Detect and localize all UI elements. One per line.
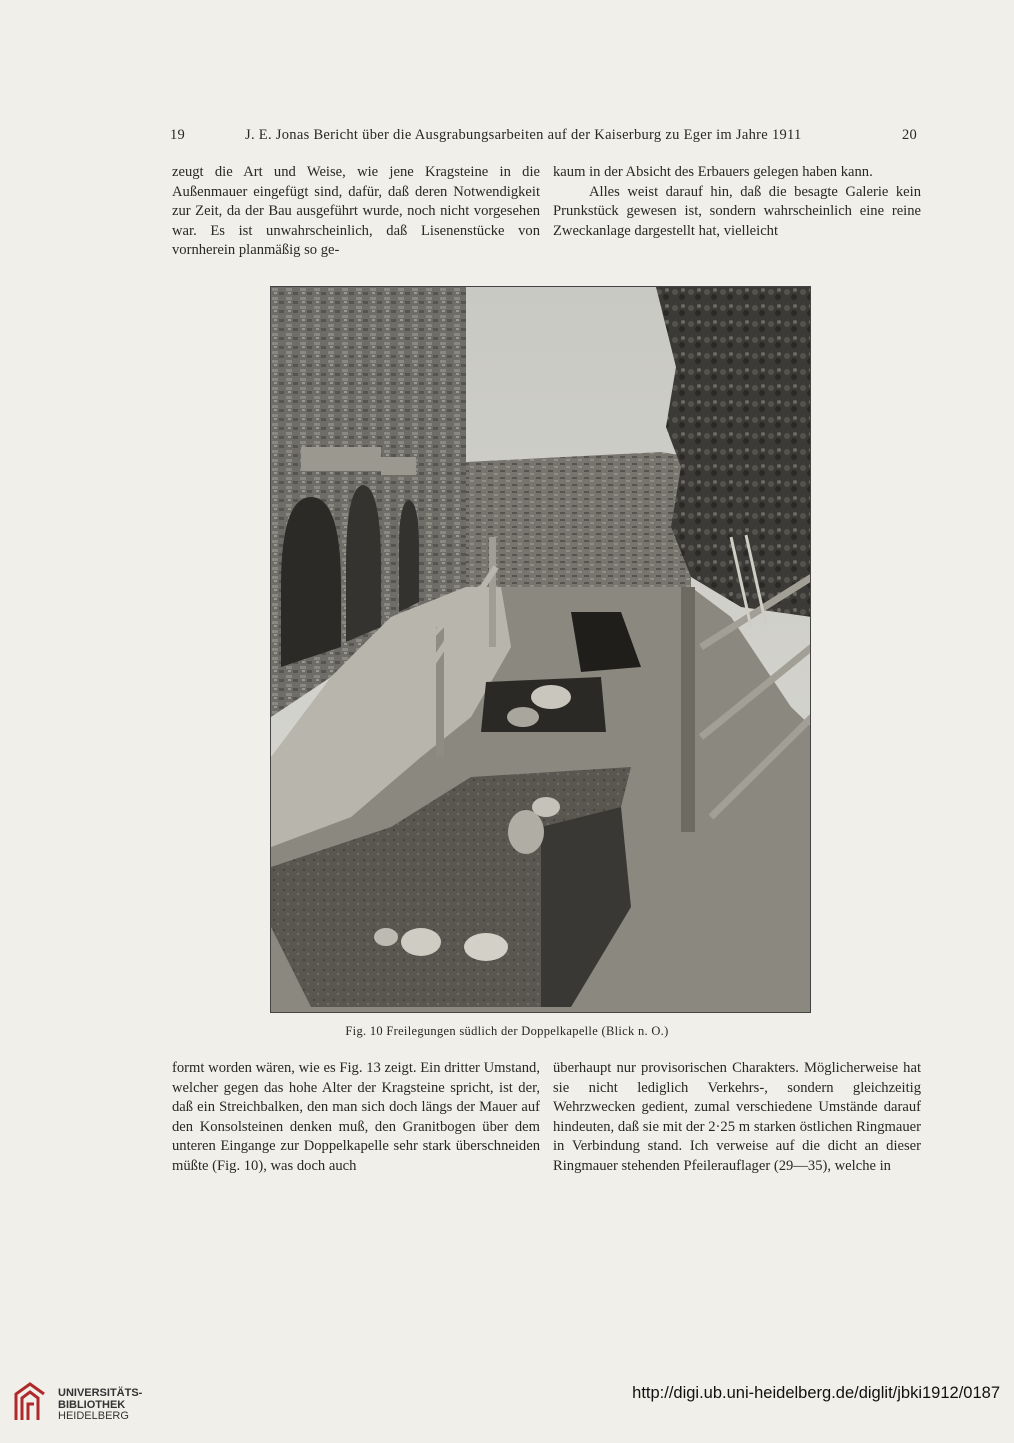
library-name-line1: UNIVERSITÄTS- xyxy=(58,1387,143,1399)
excavation-photograph xyxy=(270,286,811,1013)
top-right-column xyxy=(553,163,921,241)
library-logo-icon xyxy=(10,1380,52,1429)
top-right-paragraph-2: Alles weist darauf hin, daß die besagte Galerie kein Prunkstück gewesen ist, sondern wahrscheinlich eine reine Zweckanlage dargestellt hat, vielleicht xyxy=(553,183,921,239)
library-name-line3: HEIDELBERG xyxy=(58,1410,129,1422)
figure-caption: Fig. 10 Freilegungen südlich der Doppelkapelle (Blick n. O.) xyxy=(345,1024,669,1038)
bottom-right-column xyxy=(553,1059,921,1177)
library-name-line2: BIBLIOTHEK xyxy=(58,1398,126,1411)
page-number-right: 20 xyxy=(902,127,918,143)
source-url-link[interactable]: http://digi.ub.uni-heidelberg.de/diglit/jbki1912/0187 xyxy=(632,1384,1000,1402)
library-name xyxy=(58,1388,142,1423)
top-left-column xyxy=(172,163,540,261)
bottom-left-column xyxy=(172,1059,540,1177)
top-right-paragraph-1: kaum in der Absicht des Erbauers gelegen haben kann. xyxy=(553,164,873,180)
bottom-left-paragraph: formt worden wären, wie es Fig. 13 zeigt. Ein dritter Umstand, welcher gegen das hohe Alter der Kragsteine spricht, ist der, daß ein Streichbalken, den man sich doch längs der Mauer auf den Konsolsteinen denken muß, den Granitbogen über dem unteren Eingange zur Doppelkapelle sehr stark überschneiden müßte (Fig. 10), was doch auch xyxy=(172,1060,540,1174)
top-left-paragraph: zeugt die Art und Weise, wie jene Kragsteine in die Außenmauer eingefügt sind, dafür, daß deren Notwendigkeit zur Zeit, da der Bau ausgeführt wurde, noch nicht vorgesehen war. Es ist unwahrscheinlich, daß Lisenenstücke von vornherein planmäßig so ge- xyxy=(172,164,540,259)
bottom-right-paragraph: überhaupt nur provisorischen Charakters. Möglicherweise hat sie nicht lediglich Verkehrs-, sondern gleichzeitig Wehrzwecken gedient, zumal verschiedene Umstände darauf hindeuten, daß sie mit der 2·25 m starken östlichen Ringmauer in Verbindung stand. Ich verweise auf die dicht an dieser Ringmauer stehenden Pfeilerauflager (29—35), welche in xyxy=(553,1060,921,1174)
page-number-left: 19 xyxy=(170,127,186,143)
running-title: J. E. Jonas Bericht über die Ausgrabungsarbeiten auf der Kaiserburg zu Eger im Jahre 1911 xyxy=(245,127,802,143)
photograph-drawing xyxy=(271,287,811,1013)
